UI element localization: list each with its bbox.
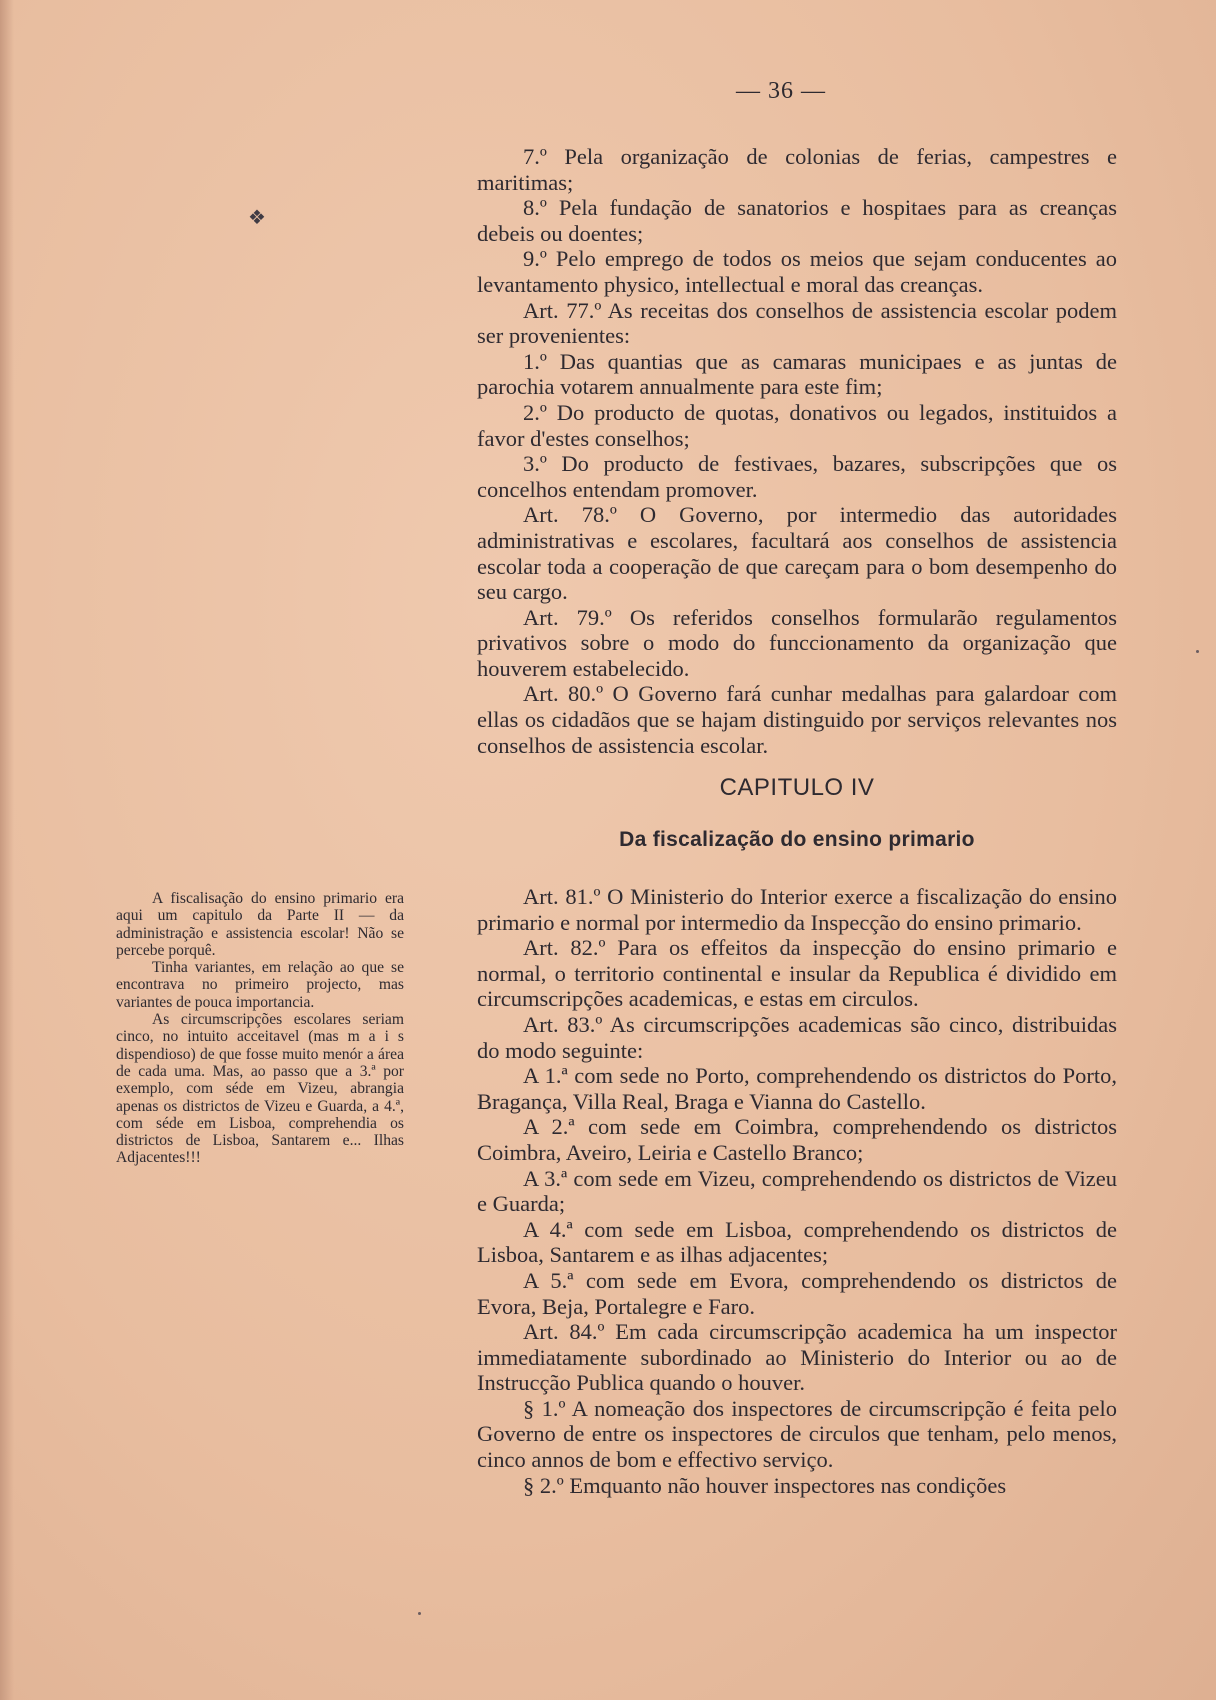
main-text-top (477, 144, 1117, 758)
paragraph: § 1.º A nomeação dos inspectores de circumscripção é feita pelo Governo de entre os inspectores de circulos que tenham, pelo menos, cinco annos de bom e effectivo serviço. (477, 1395, 1117, 1473)
paragraph: 3.º Do producto de festivaes, bazares, subscripções que os concelhos entendam promover. (477, 451, 1117, 502)
paragraph: Art. 77.º As receitas dos conselhos de assistencia escolar podem ser provenientes: (477, 297, 1117, 349)
paper-speck (418, 1612, 421, 1615)
paragraph: 7.º Pela organização de colonias de ferias, campestres e maritimas; (477, 144, 1117, 195)
paper-speck (1196, 650, 1199, 653)
paragraph: Art. 80.º O Governo fará cunhar medalhas para galardoar com ellas os cidadãos que se hajam distinguido por serviços relevantes nos conselhos de assistencia escolar. (477, 681, 1117, 758)
section-title: Da fiscalização do ensino primario (619, 828, 975, 851)
margin-note-paragraph: Tinha variantes, em relação ao que se encontrava no primeiro projecto, mas variantes de pouca importancia. (116, 959, 404, 1011)
paragraph: Art. 79.º Os referidos conselhos formularão regulamentos privativos sobre o modo do funccionamento da organização que houverem estabelecido. (477, 604, 1117, 681)
margin-note-paragraph: A fiscalisação do ensino primario era aqui um capitulo da Parte II — da administração e assistencia escolar! Não se percebe porquê. (116, 890, 404, 959)
paragraph: 2.º Do producto de quotas, donativos ou legados, instituidos a favor d'estes conselhos; (477, 399, 1117, 451)
paragraph: Art. 81.º O Ministerio do Interior exerce a fiscalização do ensino primario e normal por intermedio da Inspecção do ensino primario. (477, 884, 1117, 935)
paragraph: 8.º Pela fundação de sanatorios e hospitaes para as creanças debeis ou doentes; (477, 195, 1117, 246)
ornament-icon: ❖ (248, 207, 266, 229)
paragraph: Art. 83.º As circumscripções academicas são cinco, distribuidas do modo seguinte: (477, 1011, 1117, 1063)
chapter-heading: CAPITULO IV (719, 774, 875, 801)
paragraph: 9.º Pelo emprego de todos os meios que sejam conducentes ao levantamento physico, intellectual e moral das creanças. (477, 246, 1117, 297)
paragraph: A 1.ª com sede no Porto, comprehendendo os districtos do Porto, Bragança, Villa Real, Braga e Vianna do Castello. (477, 1063, 1117, 1114)
paragraph: Art. 82.º Para os effeitos da inspecção do ensino primario e normal, o territorio continental e insular da Republica é dividido em circumscripções academicas, e estas em circulos. (477, 935, 1117, 1012)
page-number: — 36 — (736, 78, 826, 104)
paragraph: 1.º Das quantias que as camaras municipaes e as juntas de parochia votarem annualmente para este fim; (477, 348, 1117, 400)
paragraph: A 4.ª com sede em Lisboa, comprehendendo os districtos de Lisboa, Santarem e as ilhas adjacentes; (477, 1216, 1117, 1268)
paragraph: A 3.ª com sede em Vizeu, comprehendendo os districtos de Vizeu e Guarda; (477, 1165, 1117, 1217)
margin-note-paragraph: As circumscripções escolares seriam cinco, no intuito acceitavel (mas m a i s dispendioso) de que fosse muito menór a área de cada uma. Mas, ao passo que a 3.ª por exemplo, com séde em Vizeu, abrangia apenas os districtos de Vizeu e Guarda, a 4.ª, com séde em Lisboa, comprehendia os districtos de Lisboa, Santarem e... Ilhas Adjacentes!!! (116, 1011, 404, 1167)
paragraph: A 5.ª com sede em Evora, comprehendendo os districtos de Evora, Beja, Portalegre e Faro. (477, 1267, 1117, 1319)
margin-note (116, 890, 404, 1167)
paragraph: Art. 78.º O Governo, por intermedio das autoridades administrativas e escolares, facultará aos conselhos de assistencia escolar toda a cooperação de que careçam para o bom desempenho do seu cargo. (477, 502, 1117, 605)
main-text-bottom (477, 884, 1117, 1498)
page-left-edge (0, 0, 14, 1700)
paragraph: Art. 84.º Em cada circumscripção academica ha um inspector immediatamente subordinado ao Ministerio do Interior ou ao de Instrucção Publica quando o houver. (477, 1319, 1117, 1396)
paragraph: § 2.º Emquanto não houver inspectores nas condições (523, 1472, 1007, 1498)
paragraph: A 2.ª com sede em Coimbra, comprehendendo os districtos Coimbra, Aveiro, Leiria e Castello Branco; (477, 1114, 1117, 1165)
